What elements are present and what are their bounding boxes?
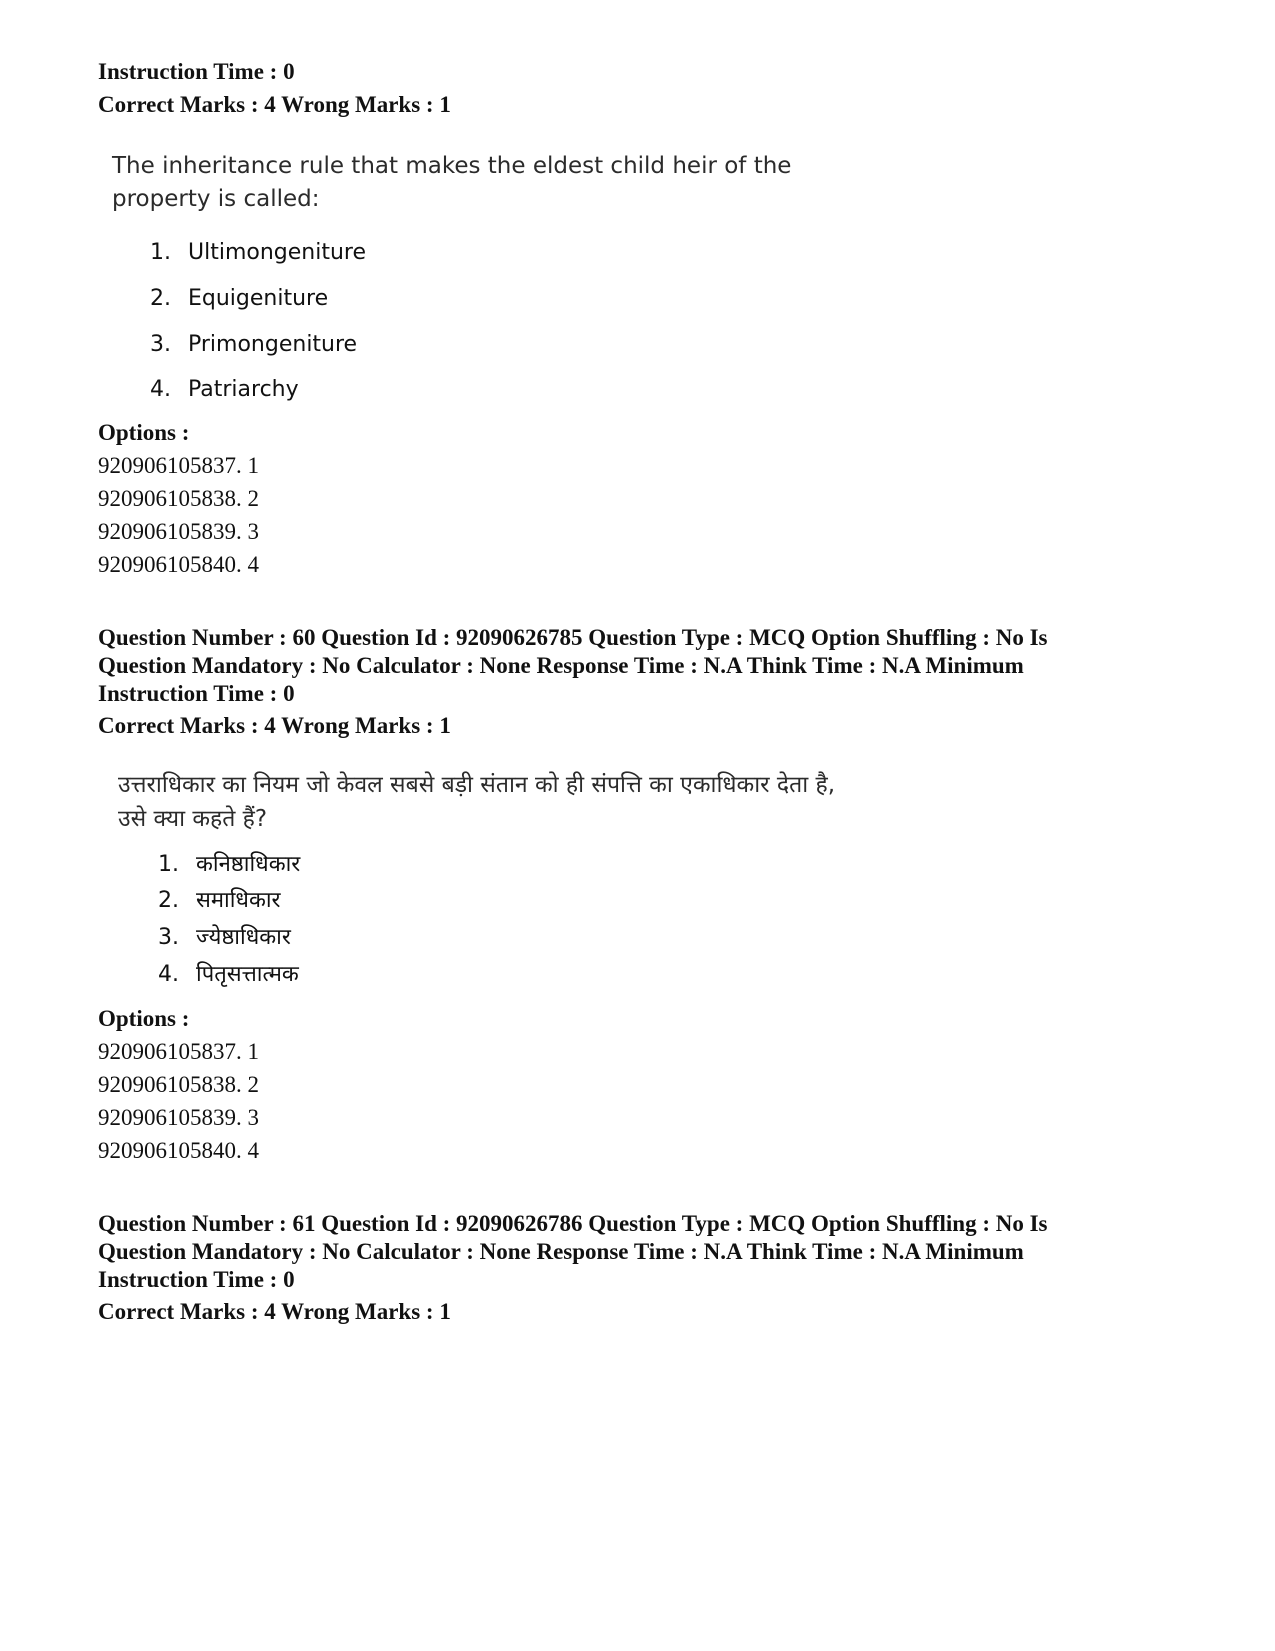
q59-option-row: 920906105839. 3 — [98, 519, 259, 544]
item-number: 3. — [150, 332, 171, 357]
q60-option-row: 920906105839. 3 — [98, 1105, 259, 1130]
q59-marks: Correct Marks : 4 Wrong Marks : 1 — [98, 92, 451, 117]
q59-question-item — [150, 240, 366, 265]
q60-option-row: 920906105837. 1 — [98, 1039, 259, 1064]
q60-question-item — [158, 958, 299, 988]
item-number: 2. — [158, 888, 179, 913]
item-label: कनिष्ठाधिकार — [196, 852, 301, 877]
q59-option-row: 920906105837. 1 — [98, 453, 259, 478]
item-label: ज्येष्ठाधिकार — [196, 925, 291, 950]
item-label: Ultimongeniture — [188, 240, 367, 265]
q60-option-row: 920906105840. 4 — [98, 1138, 259, 1163]
q59-question-item — [150, 286, 328, 311]
item-number: 3. — [158, 925, 179, 950]
item-number: 1. — [150, 240, 171, 265]
q60-question-line1: उत्तराधिकार का नियम जो केवल सबसे बड़ी संतान को ही संपत्ति का एकाधिकार देता है, — [118, 772, 836, 798]
q60-header: Question Number : 60 Question Id : 92090626785 Question Type : MCQ Option Shuffling : No Is Question Mandatory : No Calculator : None Response Time : N.A Think Time : N.A Minimum Instruction Time : 0 — [98, 625, 1048, 706]
q59-option-row: 920906105840. 4 — [98, 552, 259, 577]
q59-question-item — [150, 332, 357, 357]
q59-question-english — [112, 150, 912, 216]
q61-marks: Correct Marks : 4 Wrong Marks : 1 — [98, 1299, 451, 1324]
item-number: 2. — [150, 286, 171, 311]
item-number: 1. — [158, 852, 179, 877]
item-label: Patriarchy — [188, 377, 299, 402]
q60-options-heading: Options : — [98, 1006, 190, 1031]
item-label: Primongeniture — [188, 332, 358, 357]
item-label: पितृसत्तात्मक — [196, 962, 299, 987]
q59-question-item — [150, 377, 299, 402]
item-label: Equigeniture — [188, 286, 329, 311]
q60-marks: Correct Marks : 4 Wrong Marks : 1 — [98, 713, 451, 738]
q59-options-heading: Options : — [98, 420, 190, 445]
q59-option-row: 920906105838. 2 — [98, 486, 259, 511]
item-label: समाधिकार — [196, 888, 281, 913]
q60-question-hindi — [118, 768, 835, 836]
item-number: 4. — [158, 962, 179, 987]
q59-instruction-time: Instruction Time : 0 — [98, 59, 295, 84]
q60-question-item — [158, 884, 281, 914]
q60-question-line2: उसे क्या कहते हैं? — [118, 806, 268, 832]
q60-option-row: 920906105838. 2 — [98, 1072, 259, 1097]
q61-header: Question Number : 61 Question Id : 92090626786 Question Type : MCQ Option Shuffling : No Is Question Mandatory : No Calculator : None Response Time : N.A Think Time : N.A Minimum Instruction Time : 0 — [98, 1211, 1048, 1292]
q60-question-item — [158, 921, 291, 951]
q59-question-text: The inheritance rule that makes the eldest child heir of the property is called: — [112, 153, 792, 212]
q60-question-item — [158, 848, 300, 878]
item-number: 4. — [150, 377, 171, 402]
